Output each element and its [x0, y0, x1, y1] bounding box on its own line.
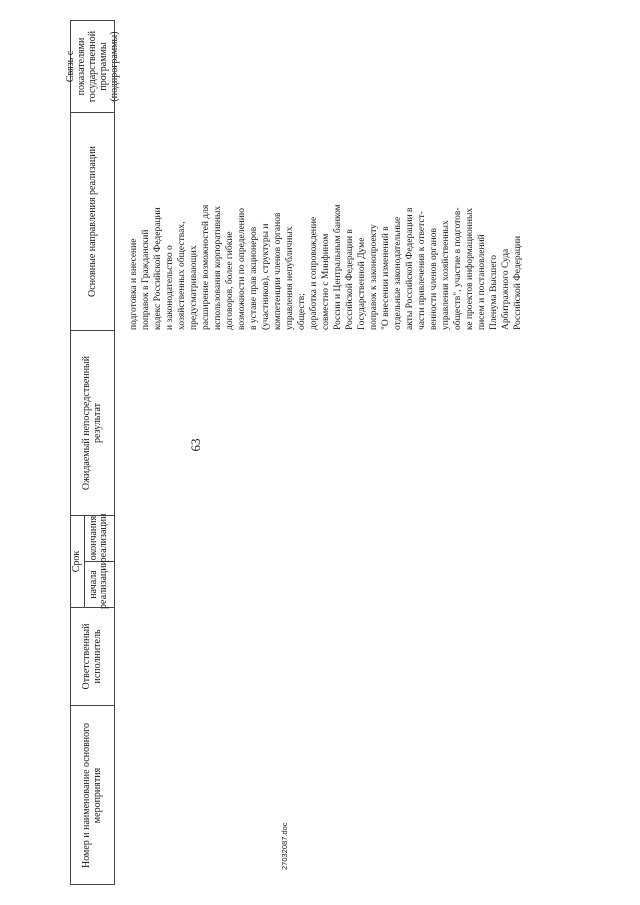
text-line: расширение возможностей для — [201, 204, 211, 330]
text-line: использования корпоративных — [213, 205, 223, 330]
text-line: доработка и сопровождение — [309, 216, 319, 330]
text-line: совместно с Минфином — [321, 233, 331, 330]
text-line: поправок к законопроекту — [369, 224, 379, 330]
text-line: акты Российской Федерации в — [405, 207, 415, 330]
text-line: Пленума Высшего — [489, 255, 499, 330]
text-line: ке проектов информационных — [465, 207, 475, 330]
text-line: Российской Федерации в — [345, 229, 355, 330]
text-line: Государственной Думе — [357, 237, 367, 330]
header-expected-result: Ожидаемый непосредственный результат — [70, 330, 114, 515]
text-line: договоров, более гибкие — [225, 231, 235, 330]
text-line: обществ; — [297, 293, 307, 330]
text-line: писем и постановлений — [477, 234, 487, 330]
header-term-label: Срок — [70, 516, 85, 607]
header-indicators: Связь с показателями государственной программы (подпрограммы) — [70, 20, 114, 112]
text-line: отдельные законодательные — [393, 216, 403, 330]
text-line: и законодательство о — [165, 245, 175, 330]
text-line: возможности по определению — [237, 208, 247, 330]
text-line: кодекс Российской Федерации — [153, 207, 163, 330]
header-term-start: начала реализации — [84, 561, 114, 607]
text-line: (участников), структуры и — [261, 223, 271, 330]
text-line: управления непубличных — [285, 226, 295, 330]
text-line: подготовка и внесение — [129, 238, 139, 330]
header-activity-name: Номер и наименование основного мероприятия — [70, 705, 114, 885]
page-number: 63 — [188, 438, 203, 452]
text-line: поправок в Гражданский — [141, 229, 151, 330]
text-line: венности членов органов — [429, 228, 439, 330]
header-term-end: окончания реализации — [88, 513, 109, 563]
text-line: Российской Федерации — [513, 235, 523, 330]
document-page — [64, 20, 523, 885]
text-line: "О внесении изменений в — [381, 226, 391, 330]
text-line: компетенции членов органов — [273, 212, 283, 330]
text-line: обществ", участие в подготов- — [453, 207, 463, 330]
table-header — [64, 20, 120, 885]
directions-text — [128, 120, 524, 330]
header-responsible: Ответственный исполнитель — [70, 607, 114, 705]
text-line: предусматривающих — [189, 245, 199, 330]
text-line: Арбитражного Суда — [501, 248, 511, 330]
text-line: России и Центральным банком — [333, 204, 343, 330]
text-line: в уставе прав акционеров — [249, 226, 259, 330]
header-bottom-border — [114, 20, 115, 885]
text-line: хозяйственных обществах, — [177, 221, 187, 330]
file-name-footer: 27032087.doc — [280, 822, 289, 870]
text-line: части привлечения к ответст- — [417, 211, 427, 330]
text-line: управления хозяйственных — [441, 220, 451, 330]
header-directions: Основные направления реализации — [70, 112, 114, 330]
header-term — [70, 515, 114, 607]
